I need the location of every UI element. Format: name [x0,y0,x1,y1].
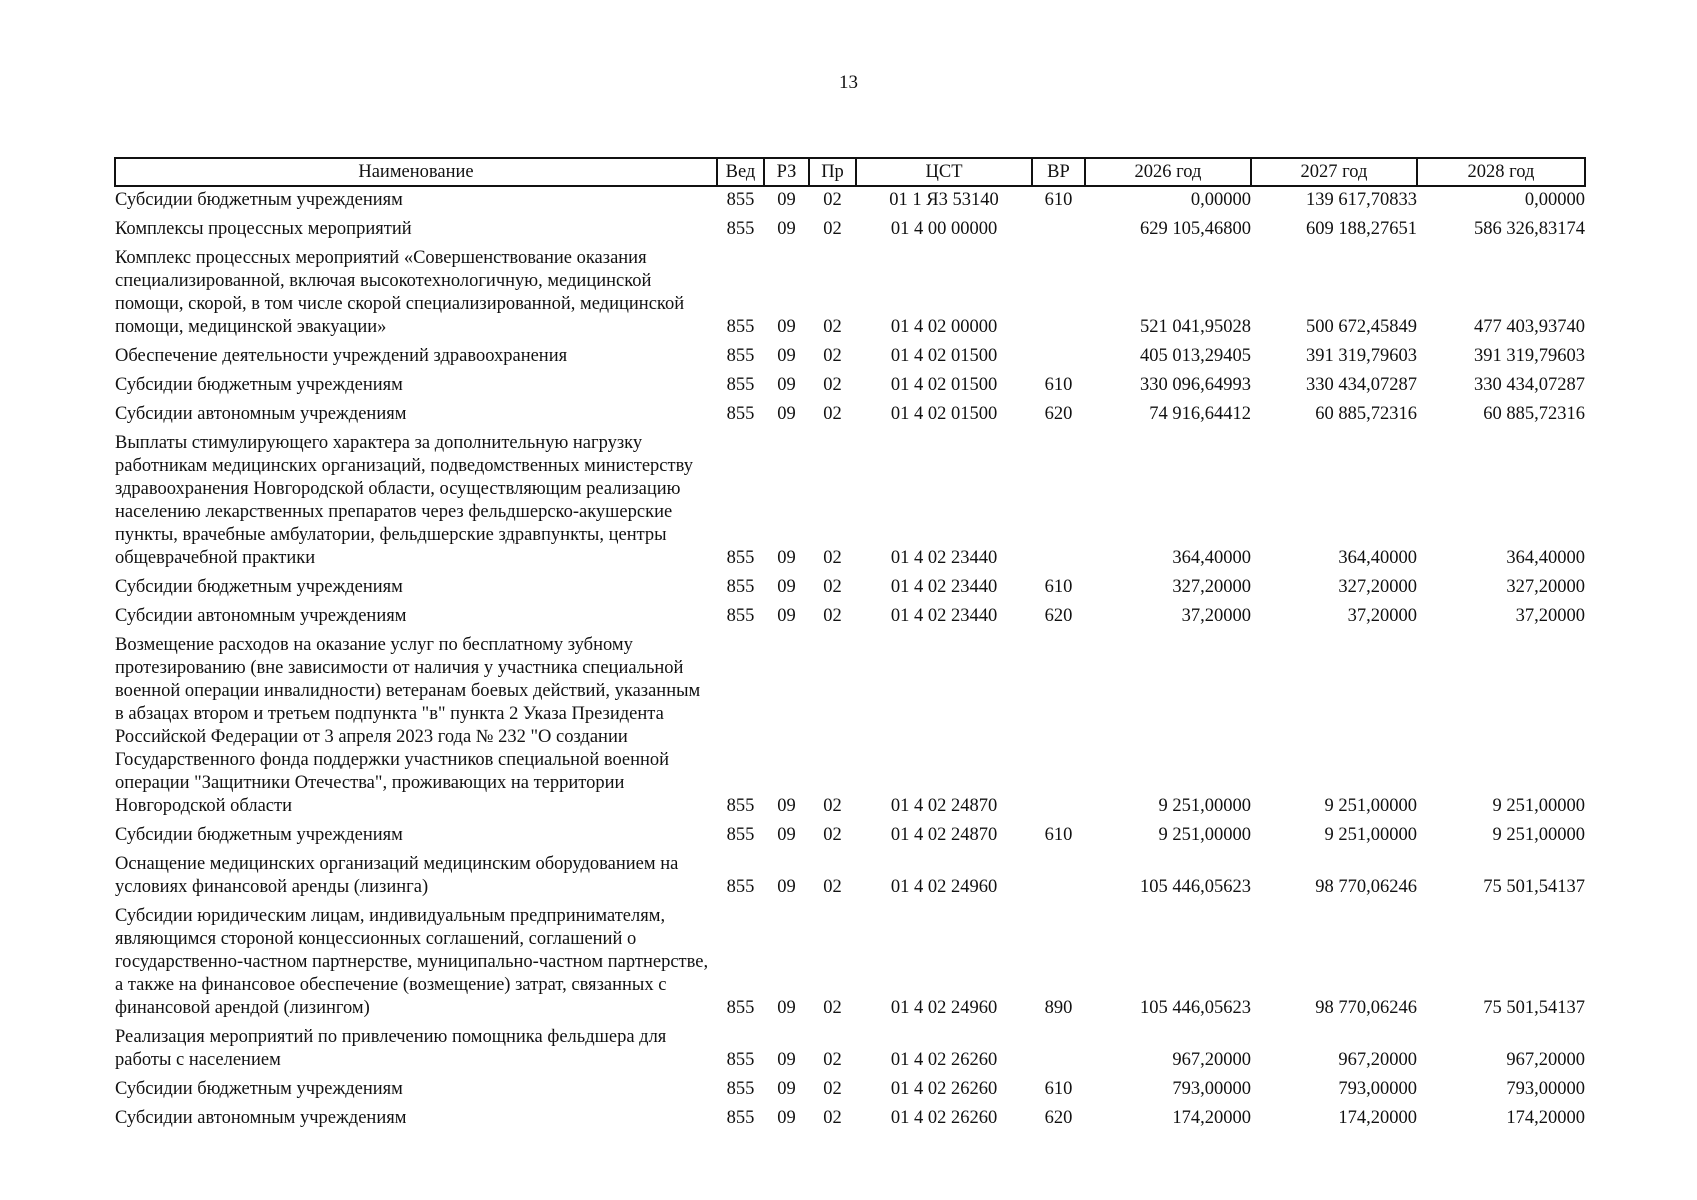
cell-pr: 02 [823,219,842,239]
cell-cst: 01 4 02 23440 [890,577,998,597]
cell-2026: 0,00000 [1190,190,1251,210]
cell-name: Субсидии автономным учреждениям [115,1108,407,1128]
cell-rz: 09 [777,877,796,897]
cell-pr: 02 [823,877,842,897]
cell-vr [1032,216,1085,245]
table-row [115,603,1585,632]
cell-rz: 09 [777,606,796,626]
cell-2027: 98 770,06246 [1315,877,1417,897]
cell-2026: 9 251,00000 [1158,825,1251,845]
cell-vr: 890 [1044,998,1073,1018]
cell-vr: 610 [1044,825,1073,845]
cell-2027: 139 617,70833 [1306,190,1417,210]
cell-name: Реализация мероприятий по привлечению помощника фельдшера для работы с населением [115,1027,667,1070]
cell-name: Субсидии бюджетным учреждениям [115,190,403,210]
cell-2027: 37,20000 [1347,606,1417,626]
cell-2028: 174,20000 [1506,1108,1585,1128]
cell-cst: 01 4 02 24960 [890,998,998,1018]
cell-vr: 620 [1044,1108,1073,1128]
cell-2028: 586 326,83174 [1474,219,1585,239]
cell-2028: 75 501,54137 [1483,998,1585,1018]
header-2027: 2027 год [1251,158,1417,186]
cell-ved: 855 [726,375,755,395]
page-number: 13 [839,72,858,93]
cell-rz: 09 [777,346,796,366]
header-pr: Пр [809,158,856,186]
header-2026: 2026 год [1085,158,1251,186]
cell-pr: 02 [823,1050,842,1070]
cell-ved: 855 [726,346,755,366]
cell-2028: 9 251,00000 [1492,825,1585,845]
table-row [115,1105,1585,1134]
cell-cst: 01 4 02 23440 [890,606,998,626]
cell-2026: 521 041,95028 [1140,317,1251,337]
cell-ved: 855 [726,1108,755,1128]
cell-name: Субсидии бюджетным учреждениям [115,1079,403,1099]
cell-2028: 967,20000 [1506,1050,1585,1070]
cell-2026: 629 105,46800 [1140,219,1251,239]
cell-2028: 37,20000 [1515,606,1585,626]
cell-2027: 364,40000 [1338,548,1417,568]
table-header-row [115,158,1585,186]
cell-ved: 855 [726,877,755,897]
cell-2026: 793,00000 [1172,1079,1251,1099]
cell-ved: 855 [726,548,755,568]
cell-vr [1032,632,1085,822]
table-row [115,245,1585,343]
cell-pr: 02 [823,1108,842,1128]
cell-2027: 174,20000 [1338,1108,1417,1128]
cell-name: Оснащение медицинских организаций медицинским оборудованием на условиях финансовой аренды (лизинга) [115,854,679,897]
cell-2028: 0,00000 [1524,190,1585,210]
cell-ved: 855 [726,190,755,210]
table-body [115,186,1585,1134]
table-row [115,574,1585,603]
cell-cst: 01 4 02 00000 [890,317,998,337]
cell-pr: 02 [823,404,842,424]
table-row [115,851,1585,903]
cell-cst: 01 4 02 01500 [890,346,998,366]
cell-vr [1032,245,1085,343]
cell-name: Субсидии юридическим лицам, индивидуальным предпринимателям, являющимся стороной концессионных соглашений, соглашений о государственно-частном партнерстве, муниципально-частном партнерстве, а также на финансовое обеспечение (возмещение) затрат, связанных с финансовой арендой (лизингом) [115,906,709,1018]
table-row [115,186,1585,216]
cell-rz: 09 [777,219,796,239]
table-row [115,430,1585,574]
header-cst: ЦСТ [856,158,1032,186]
cell-2026: 330 096,64993 [1140,375,1251,395]
cell-vr [1032,851,1085,903]
cell-rz: 09 [777,317,796,337]
cell-pr: 02 [823,346,842,366]
cell-vr [1032,430,1085,574]
cell-vr: 610 [1044,190,1073,210]
cell-2028: 477 403,93740 [1474,317,1585,337]
cell-name: Комплекс процессных мероприятий «Совершенствование оказания специализированной, включая высокотехнологичную, медицинской помощи, скорой, в том числе скорой специализированной, медицинской помощи, медицинской эвакуации» [115,248,685,337]
cell-cst: 01 4 02 26260 [890,1079,998,1099]
cell-vr [1032,1024,1085,1076]
cell-name: Обеспечение деятельности учреждений здравоохранения [115,346,568,366]
cell-2027: 9 251,00000 [1324,796,1417,816]
cell-2027: 98 770,06246 [1315,998,1417,1018]
cell-2027: 391 319,79603 [1306,346,1417,366]
cell-ved: 855 [726,577,755,597]
cell-rz: 09 [777,796,796,816]
table-row [115,216,1585,245]
cell-name: Выплаты стимулирующего характера за дополнительную нагрузку работникам медицинских организаций, подведомственных министерству здравоохранения Новгородской области, осуществляющим реализацию населению лекарственных препаратов через фельдшерско-акушерские пункты, врачебные амбулатории, фельдшерские здравпункты, центры общеврачебной практики [115,433,693,568]
cell-name: Субсидии бюджетным учреждениям [115,577,403,597]
cell-pr: 02 [823,606,842,626]
cell-2026: 74 916,64412 [1149,404,1251,424]
cell-2028: 9 251,00000 [1492,796,1585,816]
cell-rz: 09 [777,548,796,568]
cell-rz: 09 [777,404,796,424]
cell-2027: 609 188,27651 [1306,219,1417,239]
cell-2027: 9 251,00000 [1324,825,1417,845]
cell-ved: 855 [726,998,755,1018]
cell-cst: 01 4 02 01500 [890,404,998,424]
cell-2028: 330 434,07287 [1474,375,1585,395]
cell-vr [1032,343,1085,372]
cell-pr: 02 [823,548,842,568]
cell-pr: 02 [823,796,842,816]
cell-ved: 855 [726,825,755,845]
cell-vr: 610 [1044,375,1073,395]
cell-2027: 327,20000 [1338,577,1417,597]
cell-ved: 855 [726,606,755,626]
table-row [115,632,1585,822]
cell-ved: 855 [726,317,755,337]
table-row [115,1076,1585,1105]
cell-pr: 02 [823,998,842,1018]
cell-name: Возмещение расходов на оказание услуг по бесплатному зубному протезированию (вне зависимости от наличия у участника специальной военной операции инвалидности) ветеранам боевых действий, указанным в абзацах втором и третьем подпункта "в" пункта 2 Указа Президента Российской Федерации от 3 апреля 2023 года № 232 "О создании Государственного фонда поддержки участников специальной военной операции "Защитники Отечества", проживающих на территории Новгородской области [115,635,701,816]
cell-2028: 327,20000 [1506,577,1585,597]
header-rz: РЗ [764,158,809,186]
cell-name: Комплексы процессных мероприятий [115,219,412,239]
cell-name: Субсидии бюджетным учреждениям [115,825,403,845]
cell-2026: 105 446,05623 [1140,998,1251,1018]
cell-name: Субсидии автономным учреждениям [115,404,407,424]
cell-vr: 610 [1044,577,1073,597]
cell-2028: 364,40000 [1506,548,1585,568]
cell-cst: 01 4 02 26260 [890,1050,998,1070]
cell-vr: 620 [1044,606,1073,626]
cell-2028: 391 319,79603 [1474,346,1585,366]
cell-name: Субсидии автономным учреждениям [115,606,407,626]
cell-name: Субсидии бюджетным учреждениям [115,375,403,395]
cell-2026: 405 013,29405 [1140,346,1251,366]
cell-ved: 855 [726,219,755,239]
cell-2026: 174,20000 [1172,1108,1251,1128]
cell-pr: 02 [823,375,842,395]
cell-pr: 02 [823,190,842,210]
cell-2026: 37,20000 [1181,606,1251,626]
cell-vr: 620 [1044,404,1073,424]
cell-rz: 09 [777,1108,796,1128]
cell-cst: 01 4 00 00000 [890,219,998,239]
cell-rz: 09 [777,375,796,395]
cell-2027: 500 672,45849 [1306,317,1417,337]
table-row [115,822,1585,851]
cell-cst: 01 4 02 23440 [890,548,998,568]
cell-2026: 105 446,05623 [1140,877,1251,897]
cell-2026: 967,20000 [1172,1050,1251,1070]
cell-cst: 01 4 02 26260 [890,1108,998,1128]
cell-rz: 09 [777,1050,796,1070]
cell-cst: 01 4 02 24870 [890,796,998,816]
cell-pr: 02 [823,1079,842,1099]
cell-ved: 855 [726,796,755,816]
cell-cst: 01 4 02 24870 [890,825,998,845]
cell-2027: 330 434,07287 [1306,375,1417,395]
cell-2028: 60 885,72316 [1483,404,1585,424]
table-row [115,1024,1585,1076]
header-2028: 2028 год [1417,158,1585,186]
cell-2027: 967,20000 [1338,1050,1417,1070]
cell-vr: 610 [1044,1079,1073,1099]
cell-ved: 855 [726,1079,755,1099]
cell-pr: 02 [823,577,842,597]
cell-ved: 855 [726,1050,755,1070]
cell-2027: 60 885,72316 [1315,404,1417,424]
table-row [115,372,1585,401]
cell-rz: 09 [777,190,796,210]
cell-cst: 01 4 02 01500 [890,375,998,395]
cell-2027: 793,00000 [1338,1079,1417,1099]
cell-2026: 9 251,00000 [1158,796,1251,816]
cell-2026: 364,40000 [1172,548,1251,568]
cell-cst: 01 1 Я3 53140 [889,190,999,210]
cell-2028: 75 501,54137 [1483,877,1585,897]
table-row [115,903,1585,1024]
cell-rz: 09 [777,1079,796,1099]
cell-2026: 327,20000 [1172,577,1251,597]
cell-pr: 02 [823,825,842,845]
table-row [115,401,1585,430]
cell-rz: 09 [777,998,796,1018]
header-vr: ВР [1032,158,1085,186]
cell-2028: 793,00000 [1506,1079,1585,1099]
cell-ved: 855 [726,404,755,424]
cell-cst: 01 4 02 24960 [890,877,998,897]
budget-table [114,157,1586,1134]
table-row [115,343,1585,372]
cell-rz: 09 [777,825,796,845]
cell-rz: 09 [777,577,796,597]
header-name: Наименование [115,158,717,186]
cell-pr: 02 [823,317,842,337]
header-ved: Вед [717,158,764,186]
